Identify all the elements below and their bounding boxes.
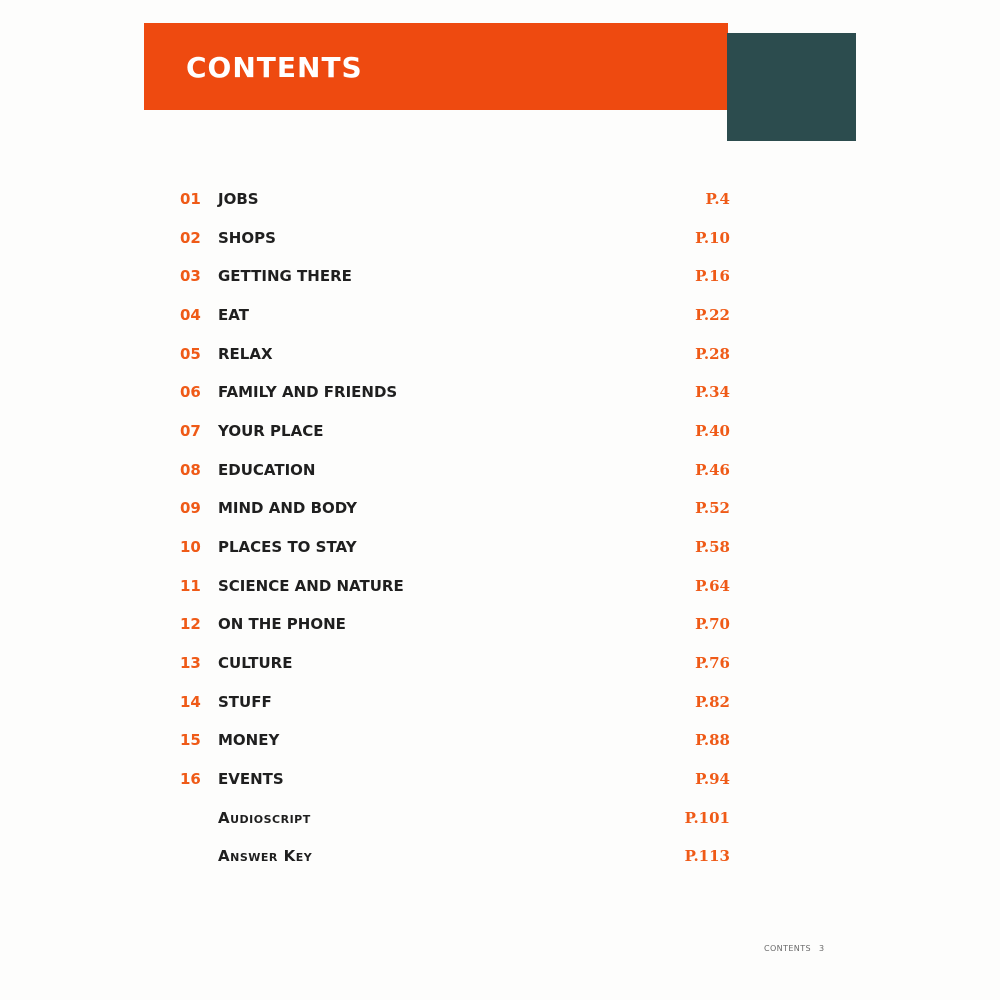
toc-row-audioscript[interactable] bbox=[180, 803, 730, 833]
toc-number: 15 bbox=[180, 731, 201, 749]
toc-row-14[interactable] bbox=[180, 687, 730, 717]
toc-row-11[interactable] bbox=[180, 571, 730, 601]
toc-number: 08 bbox=[180, 461, 201, 479]
toc-row-answer-key[interactable] bbox=[180, 841, 730, 871]
toc-title: MIND AND BODY bbox=[218, 499, 357, 517]
toc-title: Audioscript bbox=[218, 809, 311, 827]
toc-row-05[interactable] bbox=[180, 339, 730, 369]
toc-title: FAMILY AND FRIENDS bbox=[218, 383, 398, 401]
toc-page-ref[interactable]: P.40 bbox=[695, 422, 730, 440]
toc-number: 13 bbox=[180, 654, 201, 672]
toc-number: 14 bbox=[180, 693, 201, 711]
toc-page-ref[interactable]: P.46 bbox=[695, 461, 730, 479]
toc-number: 12 bbox=[180, 615, 201, 633]
toc-row-03[interactable] bbox=[180, 261, 730, 291]
toc-number: 09 bbox=[180, 499, 201, 517]
toc-row-07[interactable] bbox=[180, 416, 730, 446]
toc-page-ref[interactable]: P.76 bbox=[695, 654, 730, 672]
toc-row-10[interactable] bbox=[180, 532, 730, 562]
toc-page-ref[interactable]: P.113 bbox=[684, 847, 730, 865]
toc-title: EVENTS bbox=[218, 770, 284, 788]
toc-row-15[interactable] bbox=[180, 725, 730, 755]
toc-number: 04 bbox=[180, 306, 201, 324]
toc-page-ref[interactable]: P.88 bbox=[695, 731, 730, 749]
toc-number: 11 bbox=[180, 577, 201, 595]
toc-title: Answer Key bbox=[218, 847, 313, 865]
toc-page-ref[interactable]: P.10 bbox=[695, 229, 730, 247]
toc-title: ON THE PHONE bbox=[218, 615, 346, 633]
toc-number: 01 bbox=[180, 190, 201, 208]
toc-number: 07 bbox=[180, 422, 201, 440]
toc-number: 06 bbox=[180, 383, 201, 401]
toc-row-12[interactable] bbox=[180, 609, 730, 639]
toc-title: STUFF bbox=[218, 693, 272, 711]
toc-page-ref[interactable]: P.101 bbox=[684, 809, 730, 827]
toc-title: GETTING THERE bbox=[218, 267, 352, 285]
toc-row-16[interactable] bbox=[180, 764, 730, 794]
toc-page-ref[interactable]: P.4 bbox=[705, 190, 730, 208]
toc-row-04[interactable] bbox=[180, 300, 730, 330]
toc-title: PLACES TO STAY bbox=[218, 538, 357, 556]
footer-page-number: 3 bbox=[818, 944, 825, 953]
toc-row-01[interactable] bbox=[180, 184, 730, 214]
toc-row-13[interactable] bbox=[180, 648, 730, 678]
toc-page-ref[interactable]: P.94 bbox=[695, 770, 730, 788]
toc-number: 05 bbox=[180, 345, 201, 363]
toc-page-ref[interactable]: P.64 bbox=[695, 577, 730, 595]
page-footer bbox=[764, 944, 824, 953]
toc-page-ref[interactable]: P.34 bbox=[695, 383, 730, 401]
toc-row-06[interactable] bbox=[180, 377, 730, 407]
toc-page-ref[interactable]: P.58 bbox=[695, 538, 730, 556]
toc-page-ref[interactable]: P.52 bbox=[695, 499, 730, 517]
toc-number: 02 bbox=[180, 229, 201, 247]
toc-page-ref[interactable]: P.82 bbox=[695, 693, 730, 711]
toc-page-ref[interactable]: P.28 bbox=[695, 345, 730, 363]
toc-title: JOBS bbox=[218, 190, 259, 208]
toc-title: EDUCATION bbox=[218, 461, 316, 479]
toc-page-ref[interactable]: P.16 bbox=[695, 267, 730, 285]
toc-row-08[interactable] bbox=[180, 455, 730, 485]
toc-title: MONEY bbox=[218, 731, 280, 749]
toc-row-02[interactable] bbox=[180, 223, 730, 253]
toc-title: SHOPS bbox=[218, 229, 276, 247]
toc-title: YOUR PLACE bbox=[218, 422, 324, 440]
toc-row-09[interactable] bbox=[180, 493, 730, 523]
toc-number: 16 bbox=[180, 770, 201, 788]
toc-title: EAT bbox=[218, 306, 249, 324]
toc-title: CULTURE bbox=[218, 654, 293, 672]
toc-page-ref[interactable]: P.22 bbox=[695, 306, 730, 324]
footer-label: CONTENTS bbox=[764, 944, 811, 953]
toc-number: 03 bbox=[180, 267, 201, 285]
page-title: CONTENTS bbox=[186, 51, 363, 84]
toc-title: RELAX bbox=[218, 345, 273, 363]
toc-number: 10 bbox=[180, 538, 201, 556]
toc-page-ref[interactable]: P.70 bbox=[695, 615, 730, 633]
toc-title: SCIENCE AND NATURE bbox=[218, 577, 404, 595]
